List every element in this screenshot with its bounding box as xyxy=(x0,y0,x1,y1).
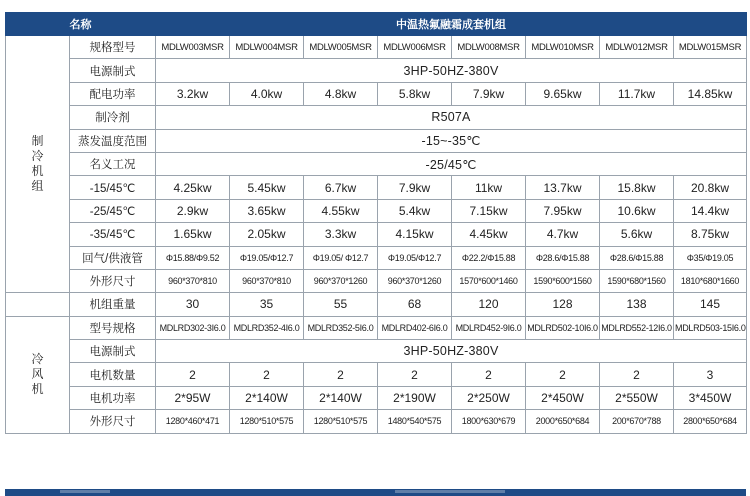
model-cell: MDLRD352-5I6.0 xyxy=(304,316,378,339)
table-row xyxy=(6,293,747,316)
model-cell: MDLRD402-6I6.0 xyxy=(378,316,452,339)
row-label: 电源制式 xyxy=(70,340,156,363)
row-label: 名义工况 xyxy=(70,152,156,175)
weight-cell: 145 xyxy=(674,293,747,316)
table-row xyxy=(6,223,747,246)
row-label: 电机功率 xyxy=(70,386,156,409)
dims-cell: 960*370*1260 xyxy=(378,269,452,292)
nominal-value: -25/45℃ xyxy=(156,152,747,175)
dims-cell: 960*370*810 xyxy=(156,269,230,292)
header-row xyxy=(6,13,747,36)
power-cell: 4.8kw xyxy=(304,82,378,105)
dims-cell: 200*670*788 xyxy=(600,410,674,433)
pipe-cell: Φ28.6/Φ15.88 xyxy=(526,246,600,269)
spec-table xyxy=(5,12,747,434)
table-row xyxy=(6,269,747,292)
weight-cell: 55 xyxy=(304,293,378,316)
name-header: 名称 xyxy=(6,13,156,36)
pipe-cell: Φ19.05/Φ12.7 xyxy=(230,246,304,269)
cropped-header-text xyxy=(395,490,505,493)
pipe-cell: Φ19.05/ Φ12.7 xyxy=(304,246,378,269)
motor-power-cell: 2*140W xyxy=(230,386,304,409)
row-label: 制冷剂 xyxy=(70,106,156,129)
motor-power-cell: 2*190W xyxy=(378,386,452,409)
motor-count-cell: 2 xyxy=(156,363,230,386)
model-cell: MDLRD502-10I6.0 xyxy=(526,316,600,339)
capacity-cell: 6.7kw xyxy=(304,176,378,199)
model-cell: MDLW015MSR xyxy=(674,36,747,59)
capacity-cell: 10.6kw xyxy=(600,199,674,222)
table-row xyxy=(6,246,747,269)
capacity-cell: 4.25kw xyxy=(156,176,230,199)
motor-count-cell: 3 xyxy=(674,363,747,386)
row-label: 电源制式 xyxy=(70,59,156,82)
capacity-cell: 7.95kw xyxy=(526,199,600,222)
model-cell: MDLRD302-3I6.0 xyxy=(156,316,230,339)
power-cell: 3.2kw xyxy=(156,82,230,105)
dims-cell: 1280*460*471 xyxy=(156,410,230,433)
dims-cell: 2000*650*684 xyxy=(526,410,600,433)
power-cell: 7.9kw xyxy=(452,82,526,105)
weight-cell: 128 xyxy=(526,293,600,316)
dims-cell: 1590*680*1560 xyxy=(600,269,674,292)
dims-cell: 1280*510*575 xyxy=(304,410,378,433)
table-row xyxy=(6,82,747,105)
row-label: 外形尺寸 xyxy=(70,410,156,433)
motor-power-cell: 2*95W xyxy=(156,386,230,409)
table-row xyxy=(6,59,747,82)
cropped-header-text xyxy=(60,490,110,493)
motor-count-cell: 2 xyxy=(526,363,600,386)
model-cell: MDLW005MSR xyxy=(304,36,378,59)
capacity-cell: 7.9kw xyxy=(378,176,452,199)
group-spacer xyxy=(6,293,70,316)
motor-count-cell: 2 xyxy=(600,363,674,386)
pipe-cell: Φ35/Φ19.05 xyxy=(674,246,747,269)
capacity-cell: 3.3kw xyxy=(304,223,378,246)
model-cell: MDLRD503-15I6.0 xyxy=(674,316,747,339)
motor-power-cell: 2*250W xyxy=(452,386,526,409)
model-cell: MDLW010MSR xyxy=(526,36,600,59)
weight-cell: 68 xyxy=(378,293,452,316)
dims-cell: 960*370*1260 xyxy=(304,269,378,292)
power-system-value: 3HP-50HZ-380V xyxy=(156,59,747,82)
pipe-cell: Φ15.88/Φ9.52 xyxy=(156,246,230,269)
capacity-cell: 5.6kw xyxy=(600,223,674,246)
capacity-cell: 4.7kw xyxy=(526,223,600,246)
motor-power-cell: 3*450W xyxy=(674,386,747,409)
dims-cell: 1800*630*679 xyxy=(452,410,526,433)
capacity-cell: 8.75kw xyxy=(674,223,747,246)
capacity-cell: 2.05kw xyxy=(230,223,304,246)
dims-cell: 1480*540*575 xyxy=(378,410,452,433)
capacity-cell: 5.4kw xyxy=(378,199,452,222)
dims-cell: 960*370*810 xyxy=(230,269,304,292)
model-cell: MDLW006MSR xyxy=(378,36,452,59)
group-label-cooler xyxy=(6,316,70,433)
capacity-cell: 5.45kw xyxy=(230,176,304,199)
next-table-header-edge xyxy=(0,466,750,496)
motor-power-cell: 2*450W xyxy=(526,386,600,409)
row-label: 规格型号 xyxy=(70,36,156,59)
capacity-cell: 14.4kw xyxy=(674,199,747,222)
power-system-value: 3HP-50HZ-380V xyxy=(156,340,747,363)
table-row xyxy=(6,363,747,386)
row-label: 型号规格 xyxy=(70,316,156,339)
capacity-cell: 1.65kw xyxy=(156,223,230,246)
table-row xyxy=(6,410,747,433)
motor-power-cell: 2*140W xyxy=(304,386,378,409)
row-label: 外形尺寸 xyxy=(70,269,156,292)
dims-cell: 1280*510*575 xyxy=(230,410,304,433)
model-cell: MDLRD352-4I6.0 xyxy=(230,316,304,339)
model-cell: MDLW003MSR xyxy=(156,36,230,59)
dims-cell: 1570*600*1460 xyxy=(452,269,526,292)
weight-cell: 120 xyxy=(452,293,526,316)
row-label: 配电功率 xyxy=(70,82,156,105)
row-label: 电机数量 xyxy=(70,363,156,386)
table-row xyxy=(6,36,747,59)
pipe-cell: Φ19.05/Φ12.7 xyxy=(378,246,452,269)
dims-cell: 1590*600*1560 xyxy=(526,269,600,292)
group-label-refrigeration xyxy=(6,36,70,293)
model-cell: MDLW004MSR xyxy=(230,36,304,59)
motor-power-cell: 2*550W xyxy=(600,386,674,409)
model-cell: MDLW008MSR xyxy=(452,36,526,59)
pipe-cell: Φ22.2/Φ15.88 xyxy=(452,246,526,269)
power-cell: 9.65kw xyxy=(526,82,600,105)
model-cell: MDLRD452-9I6.0 xyxy=(452,316,526,339)
table-row xyxy=(6,176,747,199)
pipe-cell: Φ28.6/Φ15.88 xyxy=(600,246,674,269)
weight-cell: 138 xyxy=(600,293,674,316)
table-row xyxy=(6,106,747,129)
capacity-cell: 13.7kw xyxy=(526,176,600,199)
model-cell: MDLRD552-12I6.0 xyxy=(600,316,674,339)
dims-cell: 1810*680*1660 xyxy=(674,269,747,292)
product-title: 中温热氟融霜成套机组 xyxy=(156,13,747,36)
row-label: -35/45℃ xyxy=(70,223,156,246)
power-cell: 11.7kw xyxy=(600,82,674,105)
table-row xyxy=(6,386,747,409)
table-row xyxy=(6,129,747,152)
model-cell: MDLW012MSR xyxy=(600,36,674,59)
dims-cell: 2800*650*684 xyxy=(674,410,747,433)
motor-count-cell: 2 xyxy=(230,363,304,386)
header-bar-edge xyxy=(5,489,746,496)
group-label-text: 冷风机 xyxy=(31,352,44,397)
motor-count-cell: 2 xyxy=(304,363,378,386)
capacity-cell: 2.9kw xyxy=(156,199,230,222)
row-label: 机组重量 xyxy=(70,293,156,316)
weight-cell: 30 xyxy=(156,293,230,316)
refrigerant-value: R507A xyxy=(156,106,747,129)
table-row xyxy=(6,199,747,222)
row-label: -25/45℃ xyxy=(70,199,156,222)
capacity-cell: 7.15kw xyxy=(452,199,526,222)
capacity-cell: 20.8kw xyxy=(674,176,747,199)
table-row xyxy=(6,316,747,339)
row-label: 蒸发温度范围 xyxy=(70,129,156,152)
capacity-cell: 11kw xyxy=(452,176,526,199)
capacity-cell: 3.65kw xyxy=(230,199,304,222)
motor-count-cell: 2 xyxy=(452,363,526,386)
row-label: -15/45℃ xyxy=(70,176,156,199)
power-cell: 5.8kw xyxy=(378,82,452,105)
row-label: 回气/供液管 xyxy=(70,246,156,269)
weight-cell: 35 xyxy=(230,293,304,316)
capacity-cell: 4.45kw xyxy=(452,223,526,246)
table-row xyxy=(6,152,747,175)
power-cell: 4.0kw xyxy=(230,82,304,105)
table-row xyxy=(6,340,747,363)
motor-count-cell: 2 xyxy=(378,363,452,386)
capacity-cell: 4.15kw xyxy=(378,223,452,246)
power-cell: 14.85kw xyxy=(674,82,747,105)
group-label-text: 制冷机组 xyxy=(31,134,44,194)
capacity-cell: 15.8kw xyxy=(600,176,674,199)
evap-range-value: -15~-35℃ xyxy=(156,129,747,152)
capacity-cell: 4.55kw xyxy=(304,199,378,222)
